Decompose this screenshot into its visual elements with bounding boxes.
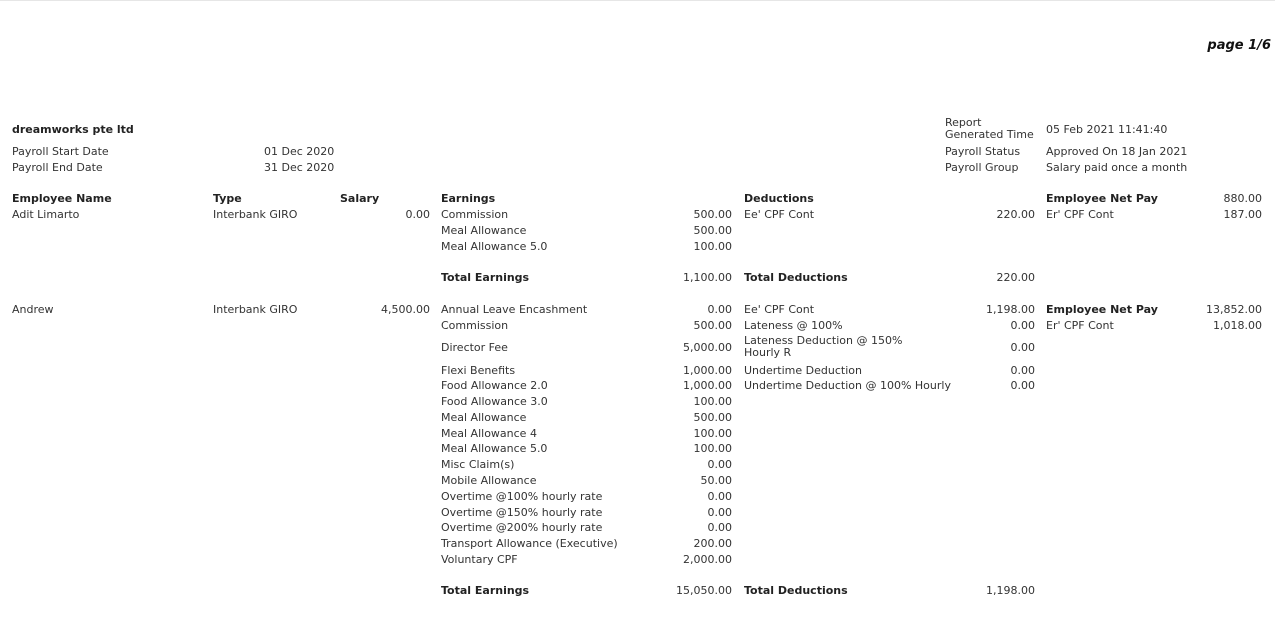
earning-amount: 0.00 xyxy=(707,521,732,534)
deduction-label: Undertime Deduction @ 100% Hourly xyxy=(744,379,951,392)
employee-2-salary: 4,500.00 xyxy=(381,303,430,316)
earning-amount: 1,000.00 xyxy=(683,364,732,377)
earning-amount: 100.00 xyxy=(693,442,732,455)
employee-2-net-pay-label: Employee Net Pay xyxy=(1046,303,1158,316)
earning-label: Commission xyxy=(441,208,509,221)
top-border xyxy=(0,0,1275,1)
earning-amount: 500.00 xyxy=(693,224,732,237)
earning-label: Voluntary CPF xyxy=(441,553,518,566)
employee-2-er-cpf-value: 1,018.00 xyxy=(1213,319,1262,332)
earning-label: Annual Leave Encashment xyxy=(441,303,588,316)
employee-1-salary: 0.00 xyxy=(405,208,430,221)
employee-2-total-deductions-label: Total Deductions xyxy=(744,584,848,597)
employee-1-total-deductions: 220.00 xyxy=(996,271,1035,284)
deduction-label: Lateness @ 100% xyxy=(744,319,843,332)
employee-2-type: Interbank GIRO xyxy=(213,303,298,316)
col-deductions: Deductions xyxy=(744,192,814,205)
col-employee-name: Employee Name xyxy=(12,192,112,205)
earning-label: Meal Allowance xyxy=(441,411,527,424)
page-number: page 1/6 xyxy=(1207,38,1271,53)
employee-1-er-cpf-label: Er' CPF Cont xyxy=(1046,208,1114,221)
earning-amount: 100.00 xyxy=(693,427,732,440)
earning-label: Transport Allowance (Executive) xyxy=(441,537,618,550)
earning-amount: 5,000.00 xyxy=(683,341,732,354)
employee-2-name: Andrew xyxy=(12,303,54,316)
employee-2-total-earnings: 15,050.00 xyxy=(676,584,732,597)
employee-1-name: Adit Limarto xyxy=(12,208,80,221)
report-generated-label: Report Generated Time xyxy=(945,116,1034,141)
employee-2-net-pay-value: 13,852.00 xyxy=(1206,303,1262,316)
deduction-label: Ee' CPF Cont xyxy=(744,208,815,221)
payroll-group-label: Payroll Group xyxy=(945,161,1019,174)
earning-amount: 200.00 xyxy=(693,537,732,550)
col-net-pay-header: Employee Net Pay xyxy=(1046,192,1158,205)
employee-2-er-cpf-label: Er' CPF Cont xyxy=(1046,319,1114,332)
payroll-end-label: Payroll End Date xyxy=(12,161,103,174)
employee-1-type: Interbank GIRO xyxy=(213,208,298,221)
earning-label: Mobile Allowance xyxy=(441,474,537,487)
earning-amount: 0.00 xyxy=(707,303,732,316)
payroll-group-value: Salary paid once a month xyxy=(1046,161,1188,174)
earning-amount: 1,000.00 xyxy=(683,379,732,392)
employee-1-total-earnings-label: Total Earnings xyxy=(441,271,530,284)
payroll-status-label: Payroll Status xyxy=(945,145,1021,158)
earning-label: Commission xyxy=(441,319,509,332)
earning-label: Overtime @150% hourly rate xyxy=(441,506,603,519)
payroll-start-label: Payroll Start Date xyxy=(12,145,109,158)
earning-amount: 500.00 xyxy=(693,319,732,332)
deduction-amount: 1,198.00 xyxy=(986,303,1035,316)
deduction-amount: 0.00 xyxy=(1010,319,1035,332)
deduction-amount: 220.00 xyxy=(996,208,1035,221)
earning-amount: 500.00 xyxy=(693,411,732,424)
col-salary: Salary xyxy=(340,192,380,205)
earning-amount: 2,000.00 xyxy=(683,553,732,566)
earning-label: Food Allowance 2.0 xyxy=(441,379,548,392)
earning-label: Meal Allowance 5.0 xyxy=(441,442,548,455)
employee-1-total-earnings: 1,100.00 xyxy=(683,271,732,284)
deduction-amount: 0.00 xyxy=(1010,341,1035,354)
deduction-amount: 0.00 xyxy=(1010,379,1035,392)
earning-label: Meal Allowance 4 xyxy=(441,427,537,440)
earning-label: Overtime @200% hourly rate xyxy=(441,521,603,534)
earning-amount: 0.00 xyxy=(707,458,732,471)
earning-amount: 100.00 xyxy=(693,395,732,408)
col-type: Type xyxy=(213,192,242,205)
payroll-end-value: 31 Dec 2020 xyxy=(264,161,335,174)
earning-label: Food Allowance 3.0 xyxy=(441,395,548,408)
earning-amount: 50.00 xyxy=(700,474,732,487)
earning-amount: 0.00 xyxy=(707,490,732,503)
employee-1-net-pay-value: 880.00 xyxy=(1223,192,1262,205)
earning-label: Flexi Benefits xyxy=(441,364,516,377)
employee-2-total-earnings-label: Total Earnings xyxy=(441,584,530,597)
earning-label: Director Fee xyxy=(441,341,508,354)
company-name: dreamworks pte ltd xyxy=(12,123,134,136)
employee-2-total-deductions: 1,198.00 xyxy=(986,584,1035,597)
col-earnings: Earnings xyxy=(441,192,496,205)
earning-amount: 0.00 xyxy=(707,506,732,519)
employee-1-total-deductions-label: Total Deductions xyxy=(744,271,848,284)
deduction-label: Lateness Deduction @ 150% Hourly R xyxy=(744,334,903,359)
report-generated-value: 05 Feb 2021 11:41:40 xyxy=(1046,123,1168,136)
payroll-start-value: 01 Dec 2020 xyxy=(264,145,335,158)
earning-amount: 500.00 xyxy=(693,208,732,221)
earning-amount: 100.00 xyxy=(693,240,732,253)
earning-label: Meal Allowance 5.0 xyxy=(441,240,548,253)
payroll-status-value: Approved On 18 Jan 2021 xyxy=(1046,145,1188,158)
earning-label: Meal Allowance xyxy=(441,224,527,237)
earning-label: Overtime @100% hourly rate xyxy=(441,490,603,503)
deduction-label: Ee' CPF Cont xyxy=(744,303,815,316)
deduction-amount: 0.00 xyxy=(1010,364,1035,377)
employee-1-er-cpf-value: 187.00 xyxy=(1223,208,1262,221)
earning-label: Misc Claim(s) xyxy=(441,458,515,471)
deduction-label: Undertime Deduction xyxy=(744,364,862,377)
